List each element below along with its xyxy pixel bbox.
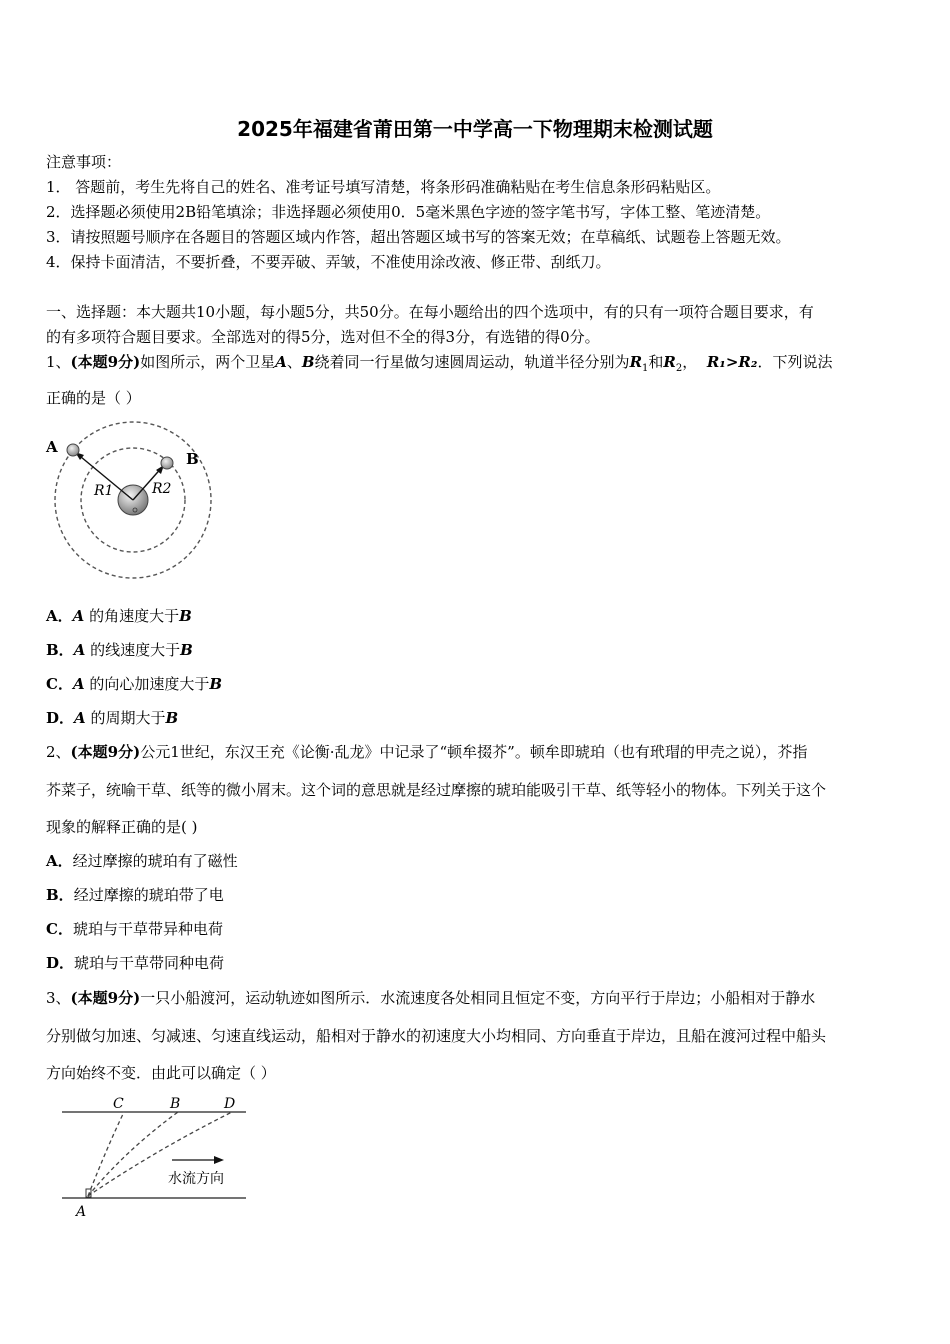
q2-option-b [46, 885, 908, 905]
label-d: D [224, 1096, 236, 1112]
q1-option-b [46, 640, 908, 660]
question-3-number: 3、 [46, 989, 71, 1007]
q2-option-d [46, 953, 908, 973]
question-3-stem-line-3: 方向始终不变．由此可以确定（ ） [46, 1064, 276, 1082]
notice-item-4: 4．保持卡面清洁，不要折叠，不要弄破、弄皱，不准使用涂改液、修正带、刮纸刀。 [46, 253, 611, 271]
option-subject: A [72, 675, 85, 693]
path-to-b [88, 1112, 178, 1196]
label-b: B [186, 450, 199, 468]
option-text: 的角速度大于 [89, 607, 180, 625]
satellite-b [161, 457, 173, 469]
option-subject: A [72, 607, 85, 625]
question-2-score: (本题9分) [70, 743, 141, 761]
option-object: B [165, 709, 179, 727]
section-instruction-line-2: 的有多项符合题目要求。全部选对的得5分，选对但不全的得3分，有选错的得0分。 [46, 328, 600, 346]
option-subject: A [73, 641, 86, 659]
label-a: A [76, 1204, 87, 1220]
option-text: 的向心加速度大于 [89, 675, 210, 693]
label-c: C [113, 1096, 124, 1112]
page-title: 2025年福建省莆田第一中学高一下物理期末检测试题 [237, 117, 713, 141]
option-text: 琥珀与干草带异种电荷 [72, 920, 223, 938]
var-r1-sub: 1 [642, 363, 649, 374]
question-1-number: 1、 [46, 353, 71, 371]
notice-item-1: 1． 答题前，考生先将自己的姓名、准考证号填写清楚，将条形码准确粘贴在考生信息条形码粘贴区。 [46, 178, 721, 196]
separator: 、 [286, 353, 302, 371]
q1-option-d [46, 708, 908, 728]
label-r1: R1 [94, 483, 114, 499]
q2-option-c [46, 919, 908, 939]
option-object: B [180, 641, 193, 659]
option-key: D． [46, 709, 75, 727]
option-object: B [209, 675, 223, 693]
option-key: B． [46, 886, 74, 904]
option-text: 经过摩擦的琥珀有了磁性 [72, 852, 238, 870]
radius-comparison: R₁>R₂ [706, 353, 758, 371]
option-key: A． [46, 607, 73, 625]
section-instruction-line-1: 一、选择题：本大题共10小题，每小题5分，共50分。在每小题给出的四个选项中，有的只有一项符合题目要求，有 [46, 303, 814, 321]
label-r2: R2 [152, 481, 172, 497]
option-subject: A [74, 709, 86, 727]
question-1-score: (本题9分) [70, 353, 141, 371]
question-1-text-b: 绕着同一行星做匀速圆周运动，轨道半径分别为 [314, 353, 630, 371]
question-3-stem [46, 988, 908, 1008]
question-1-text-a: 如图所示，两个卫星 [140, 353, 276, 371]
satellite-a [67, 444, 79, 456]
var-r2: R [663, 353, 676, 371]
notice-item-3: 3．请按照题号顺序在各题目的答题区域内作答，超出答题区域书写的答案无效；在草稿纸、试题卷上答题无效。 [46, 228, 791, 246]
q1-option-a [46, 606, 908, 626]
question-2-text-1: 公元1世纪，东汉王充《论衡·乱龙》中记录了“顿牟掇芥”。顿牟即琥珀（也有玳瑁的甲壳之说），芥指 [140, 743, 808, 761]
question-2-stem [46, 742, 908, 762]
option-object: B [179, 607, 192, 625]
var-r1: R [629, 353, 643, 371]
question-2-number: 2、 [46, 743, 71, 761]
notice-heading: 注意事项： [46, 153, 122, 171]
question-3-score: (本题9分) [70, 989, 141, 1007]
notice-item-2: 2．选择题必须使用2B铅笔填涂；非选择题必须使用0．5毫米黑色字迹的签字笔书写，字体工整、笔迹清楚。 [46, 203, 771, 221]
question-1-text-and: 和 [648, 353, 664, 371]
label-a: A [46, 438, 58, 456]
option-key: D． [46, 954, 75, 972]
question-1-comma: ， [682, 353, 698, 371]
q2-option-a [46, 851, 908, 871]
option-text: 的周期大于 [90, 709, 166, 727]
flow-arrow-head [214, 1156, 224, 1164]
question-3-stem-line-2: 分别做匀加速、匀减速、匀速直线运动，船相对于静水的初速度大小均相同、方向垂直于岸边，且船在渡河过程中船头 [46, 1027, 827, 1045]
q1-option-c [46, 674, 908, 694]
option-key: C． [46, 675, 73, 693]
question-1-stem [46, 352, 908, 379]
label-b: B [170, 1096, 181, 1112]
question-2-stem-line-2: 芥菜子，统喻干草、纸等的微小屑末。这个词的意思就是经过摩擦的琥珀能吸引干草、纸等轻小的物体。下列关于这个 [46, 781, 827, 799]
question-1-text-c: ．下列说法 [757, 353, 833, 371]
question-2-stem-line-3: 现象的解释正确的是( ) [46, 818, 198, 836]
option-key: B． [46, 641, 74, 659]
river-crossing-diagram [56, 1090, 252, 1220]
option-text: 的线速度大于 [90, 641, 181, 659]
var-a: A [275, 353, 287, 371]
option-text: 琥珀与干草带同种电荷 [74, 954, 225, 972]
option-text: 经过摩擦的琥珀带了电 [73, 886, 224, 904]
var-b: B [301, 353, 315, 371]
question-1-stem-line-2: 正确的是（ ） [46, 389, 141, 407]
var-r2-sub: 2 [675, 363, 683, 374]
option-key: C． [46, 920, 73, 938]
question-3-text-1: 一只小船渡河，运动轨迹如图所示．水流速度各处相同且恒定不变，方向平行于岸边；小船相对于静水 [140, 989, 816, 1007]
flow-direction-label: 水流方向 [168, 1171, 224, 1187]
orbit-diagram [40, 418, 230, 590]
option-key: A． [46, 852, 73, 870]
